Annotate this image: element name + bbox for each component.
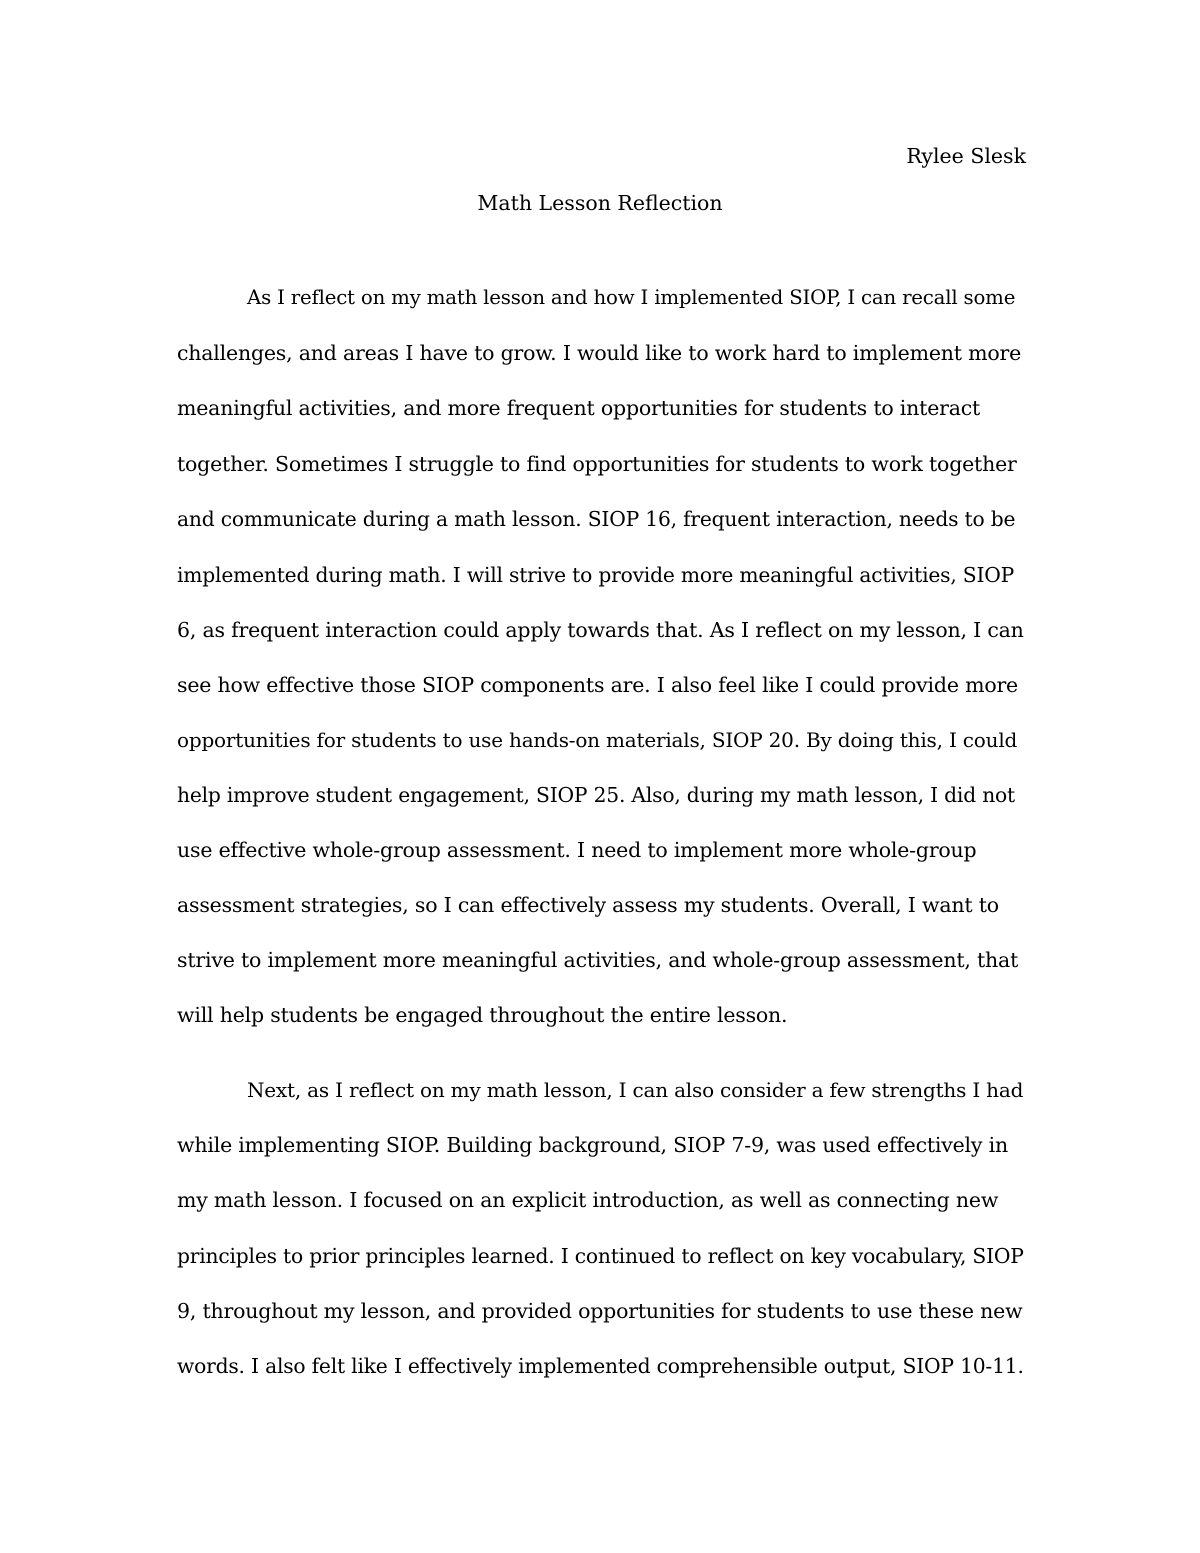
- paragraph-1-line-13: strive to implement more meaningful activities, and whole-group assessment, that: [177, 948, 1019, 972]
- paragraph-1-line-7: 6, as frequent interaction could apply towards that. As I reflect on my lesson, I can: [177, 618, 1024, 642]
- paragraph-1-line-10: help improve student engagement, SIOP 25. Also, during my math lesson, I did not: [177, 783, 1015, 807]
- paragraph-2-line-4: principles to prior principles learned. I continued to reflect on key vocabulary, SIOP: [177, 1244, 1024, 1268]
- paragraph-1-line-14: will help students be engaged throughout the entire lesson.: [177, 1003, 788, 1027]
- paragraph-1-line-12: assessment strategies, so I can effectively assess my students. Overall, I want to: [177, 893, 999, 917]
- paragraph-2-line-6: words. I also felt like I effectively implemented comprehensible output, SIOP 10-11.: [177, 1354, 1024, 1378]
- paragraph-1-line-1: As I reflect on my math lesson and how I implemented SIOP, I can recall some: [247, 286, 1016, 309]
- paragraph-2-line-1: Next, as I reflect on my math lesson, I can also consider a few strengths I had: [247, 1078, 1024, 1102]
- paragraph-1-line-4: together. Sometimes I struggle to find opportunities for students to work together: [177, 452, 1017, 476]
- paragraph-1-line-6: implemented during math. I will strive to provide more meaningful activities, SIOP: [177, 563, 1015, 587]
- paragraph-1-line-8: see how effective those SIOP components are. I also feel like I could provide more: [177, 673, 1018, 697]
- paragraph-1-line-5: and communicate during a math lesson. SIOP 16, frequent interaction, needs to be: [177, 507, 1016, 531]
- paragraph-1-line-3: meaningful activities, and more frequent opportunities for students to interact: [177, 396, 981, 420]
- paragraph-2-line-5: 9, throughout my lesson, and provided opportunities for students to use these new: [177, 1299, 1023, 1323]
- paragraph-1-line-11: use effective whole-group assessment. I need to implement more whole-group: [177, 838, 977, 862]
- paragraph-2-line-2: while implementing SIOP. Building background, SIOP 7-9, was used effectively in: [177, 1133, 1008, 1157]
- paragraph-2-line-3: my math lesson. I focused on an explicit introduction, as well as connecting new: [177, 1188, 999, 1212]
- paragraph-1-line-2: challenges, and areas I have to grow. I would like to work hard to implement more: [177, 341, 1022, 365]
- paragraph-1-line-9: opportunities for students to use hands-on materials, SIOP 20. By doing this, I could: [177, 728, 1018, 752]
- document-title: Math Lesson Reflection: [477, 191, 723, 215]
- author-name: Rylee Slesk: [906, 144, 1026, 168]
